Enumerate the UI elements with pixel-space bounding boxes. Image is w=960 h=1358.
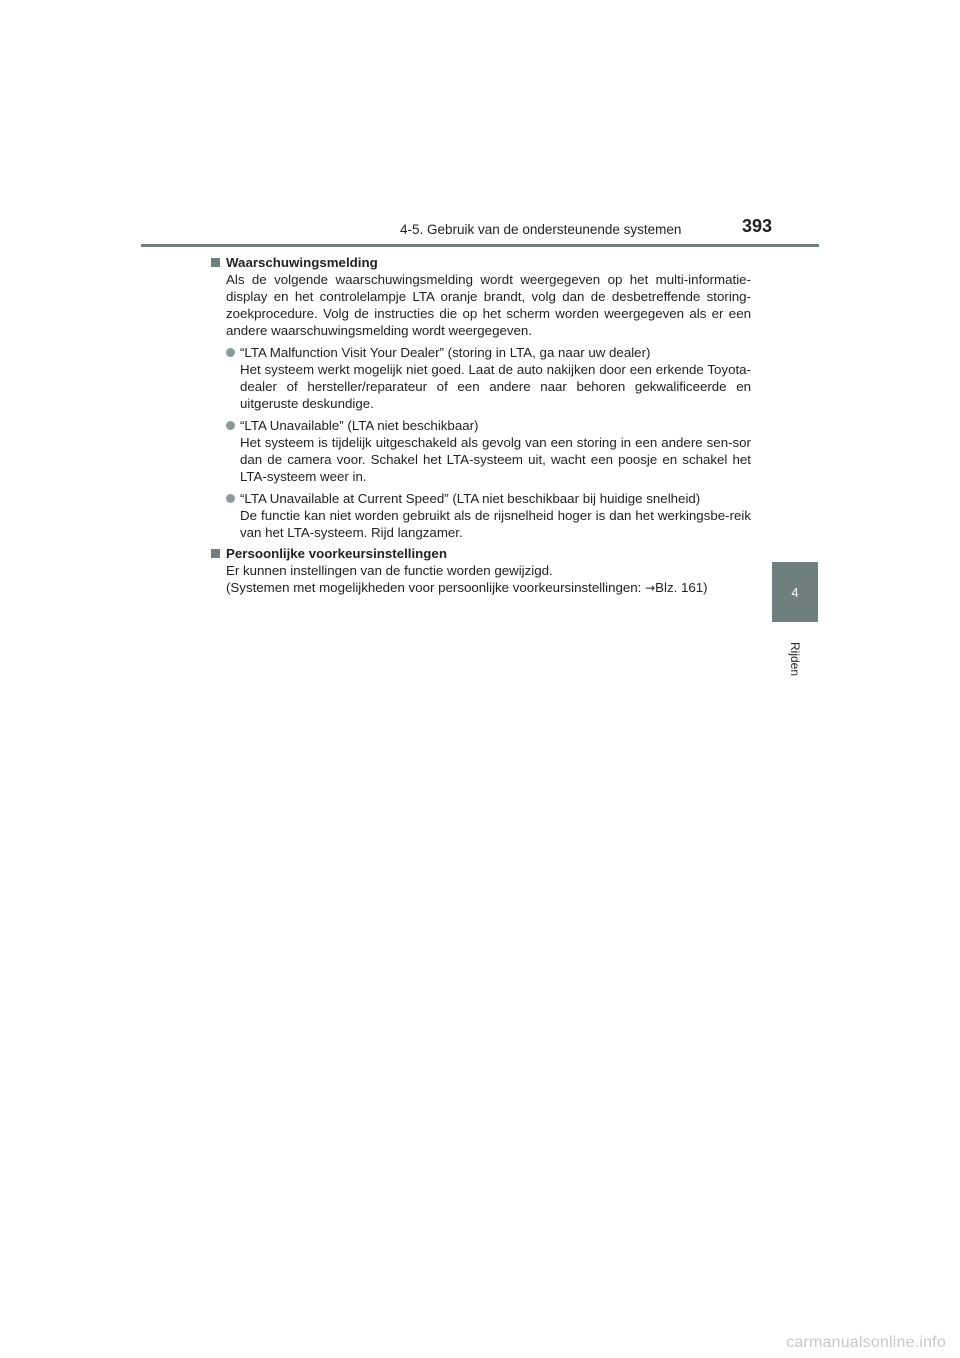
running-header: 4-5. Gebruik van de ondersteunende systemen [400, 222, 682, 237]
page-content [211, 254, 751, 601]
chapter-number: 4 [791, 584, 799, 600]
page-number: 393 [742, 216, 773, 236]
square-bullet-icon [211, 258, 220, 267]
list-item [226, 344, 751, 412]
warning-message-title: “LTA Unavailable” (LTA niet beschikbaar) [240, 418, 479, 433]
cross-reference-line [226, 579, 751, 597]
section-paragraph: Er kunnen instellingen van de functie worden gewijzigd. [226, 563, 553, 578]
warning-message-description: Het systeem is tijdelijk uitgeschakeld als gevolg van een storing in een andere sen-sor dan de camera voor. Schakel het LTA-systeem uit, wacht een poosje en schakel het LTA-systeem weer in. [240, 435, 751, 484]
round-bullet-icon [226, 421, 235, 430]
chapter-label [781, 634, 809, 684]
section-title: Waarschuwingsmelding [226, 255, 378, 270]
chapter-label-text: Rijden [788, 641, 802, 677]
header-divider [141, 244, 819, 247]
round-bullet-icon [226, 494, 235, 503]
chapter-tab [772, 562, 818, 622]
list-item [226, 417, 751, 485]
arrow-right-icon: → [645, 581, 656, 595]
cross-reference-prefix: (Systemen met mogelijkheden voor persoonlijke voorkeursinstellingen: [226, 580, 646, 595]
warning-message-title: “LTA Malfunction Visit Your Dealer” (storing in LTA, ga naar uw dealer) [240, 345, 651, 360]
list-item [226, 490, 751, 541]
watermark: carmanualsonline.info [786, 1334, 946, 1351]
warning-message-title: “LTA Unavailable at Current Speed” (LTA niet beschikbaar bij huidige snelheid) [240, 491, 701, 506]
section-personal-settings [211, 545, 751, 597]
section-warning-message [211, 254, 751, 541]
round-bullet-icon [226, 348, 235, 357]
warning-message-description: De functie kan niet worden gebruikt als de rijsnelheid hoger is dan het werkingsbe-reik van het LTA-systeem. Rijd langzamer. [240, 508, 751, 540]
page-reference-link[interactable]: Blz. 161) [655, 580, 708, 595]
section-title: Persoonlijke voorkeursinstellingen [226, 546, 447, 561]
section-paragraph: Als de volgende waarschuwingsmelding wordt weergegeven op het multi-informatie-display en het controlelampje LTA oranje brandt, volg dan de desbetreffende storing-zoekprocedure. Volg de instructies die op het scherm worden weergegeven als er een andere waarschuwingsmelding wordt weergegeven. [226, 272, 751, 338]
square-bullet-icon [211, 549, 220, 558]
warning-message-description: Het systeem werkt mogelijk niet goed. Laat de auto nakijken door een erkende Toyota-dealer of hersteller/reparateur of een andere naar behoren gekwalificeerde en uitgeruste deskundige. [240, 362, 751, 411]
